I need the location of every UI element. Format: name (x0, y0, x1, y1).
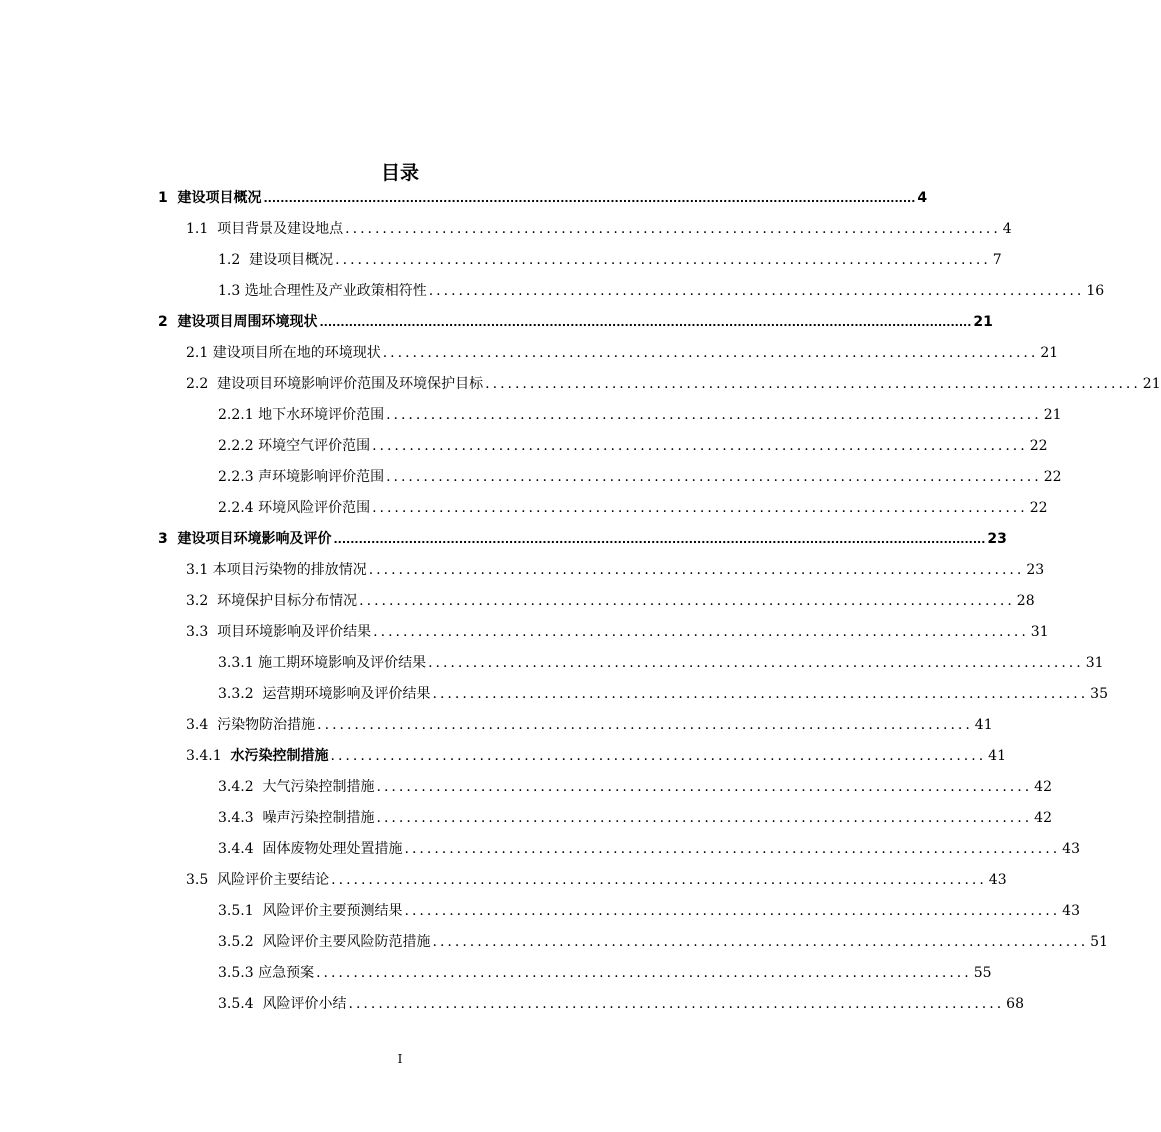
toc-entry-2-2-1[interactable]: 2.2.1 地下水环境评价范围 ........................................................................................ 21 (218, 407, 1062, 423)
toc-entry-2[interactable]: 2 建设项目周围环境现状 ............................................................................................................................................................ 21 (158, 314, 993, 330)
toc-entry-3-2[interactable]: 3.2 环境保护目标分布情况 ........................................................................................ 28 (186, 593, 1035, 609)
toc-entry-3-4-4[interactable]: 3.4.4 固体废物处理处置措施 ........................................................................................ 43 (218, 841, 1080, 857)
toc-entry-3-4-1[interactable]: 3.4.1 水污染控制措施 ........................................................................................ 41 (186, 748, 1006, 764)
toc-entry-3-5-1[interactable]: 3.5.1 风险评价主要预测结果 ........................................................................................ 43 (218, 903, 1080, 919)
toc-entry-3-4-3[interactable]: 3.4.3 噪声污染控制措施 ........................................................................................ 42 (218, 810, 1052, 826)
toc-title: 目录 (380, 162, 419, 184)
toc-entry-1[interactable]: 1 建设项目概况 ............................................................................................................................................................ 4 (158, 190, 928, 206)
toc-entry-2-2-4[interactable]: 2.2.4 环境风险评价范围 ........................................................................................ 22 (218, 500, 1048, 516)
toc-entry-3[interactable]: 3 建设项目环境影响及评价 ............................................................................................................................................................ 23 (158, 531, 1007, 547)
toc-entry-3-4-2[interactable]: 3.4.2 大气污染控制措施 ........................................................................................ 42 (218, 779, 1052, 795)
toc-entry-3-5-3[interactable]: 3.5.3 应急预案 ........................................................................................ 55 (218, 965, 992, 981)
toc-entry-1-1[interactable]: 1.1 项目背景及建设地点 ........................................................................................ 4 (186, 221, 1012, 237)
toc-entry-1-3[interactable]: 1.3 选址合理性及产业政策相符性 ........................................................................................ 16 (218, 283, 1105, 299)
toc-entry-3-5-2[interactable]: 3.5.2 风险评价主要风险防范措施 ........................................................................................ 51 (218, 934, 1108, 950)
page-number: I (397, 1052, 403, 1066)
toc-entry-3-1[interactable]: 3.1 本项目污染物的排放情况 ........................................................................................ 23 (186, 562, 1045, 578)
toc-entry-2-2[interactable]: 2.2 建设项目环境影响评价范围及环境保护目标 ........................................................................................ 21 (186, 376, 1161, 392)
toc-entry-3-3-2[interactable]: 3.3.2 运营期环境影响及评价结果 ........................................................................................ 35 (218, 686, 1108, 702)
toc-entry-2-2-3[interactable]: 2.2.3 声环境影响评价范围 ........................................................................................ 22 (218, 469, 1062, 485)
toc-entry-3-3[interactable]: 3.3 项目环境影响及评价结果 ........................................................................................ 31 (186, 624, 1049, 640)
toc-entry-3-3-1[interactable]: 3.3.1 施工期环境影响及评价结果 ........................................................................................ 31 (218, 655, 1104, 671)
toc-entry-2-2-2[interactable]: 2.2.2 环境空气评价范围 ........................................................................................ 22 (218, 438, 1048, 454)
toc-entry-3-4[interactable]: 3.4 污染物防治措施 ........................................................................................ 41 (186, 717, 993, 733)
toc-entry-3-5-4[interactable]: 3.5.4 风险评价小结 ........................................................................................ 68 (218, 996, 1024, 1012)
toc-entry-1-2[interactable]: 1.2 建设项目概况 ........................................................................................ 7 (218, 252, 1002, 268)
toc-entry-2-1[interactable]: 2.1 建设项目所在地的环境现状 ........................................................................................ 21 (186, 345, 1059, 361)
toc-entry-3-5[interactable]: 3.5 风险评价主要结论 ........................................................................................ 43 (186, 872, 1007, 888)
